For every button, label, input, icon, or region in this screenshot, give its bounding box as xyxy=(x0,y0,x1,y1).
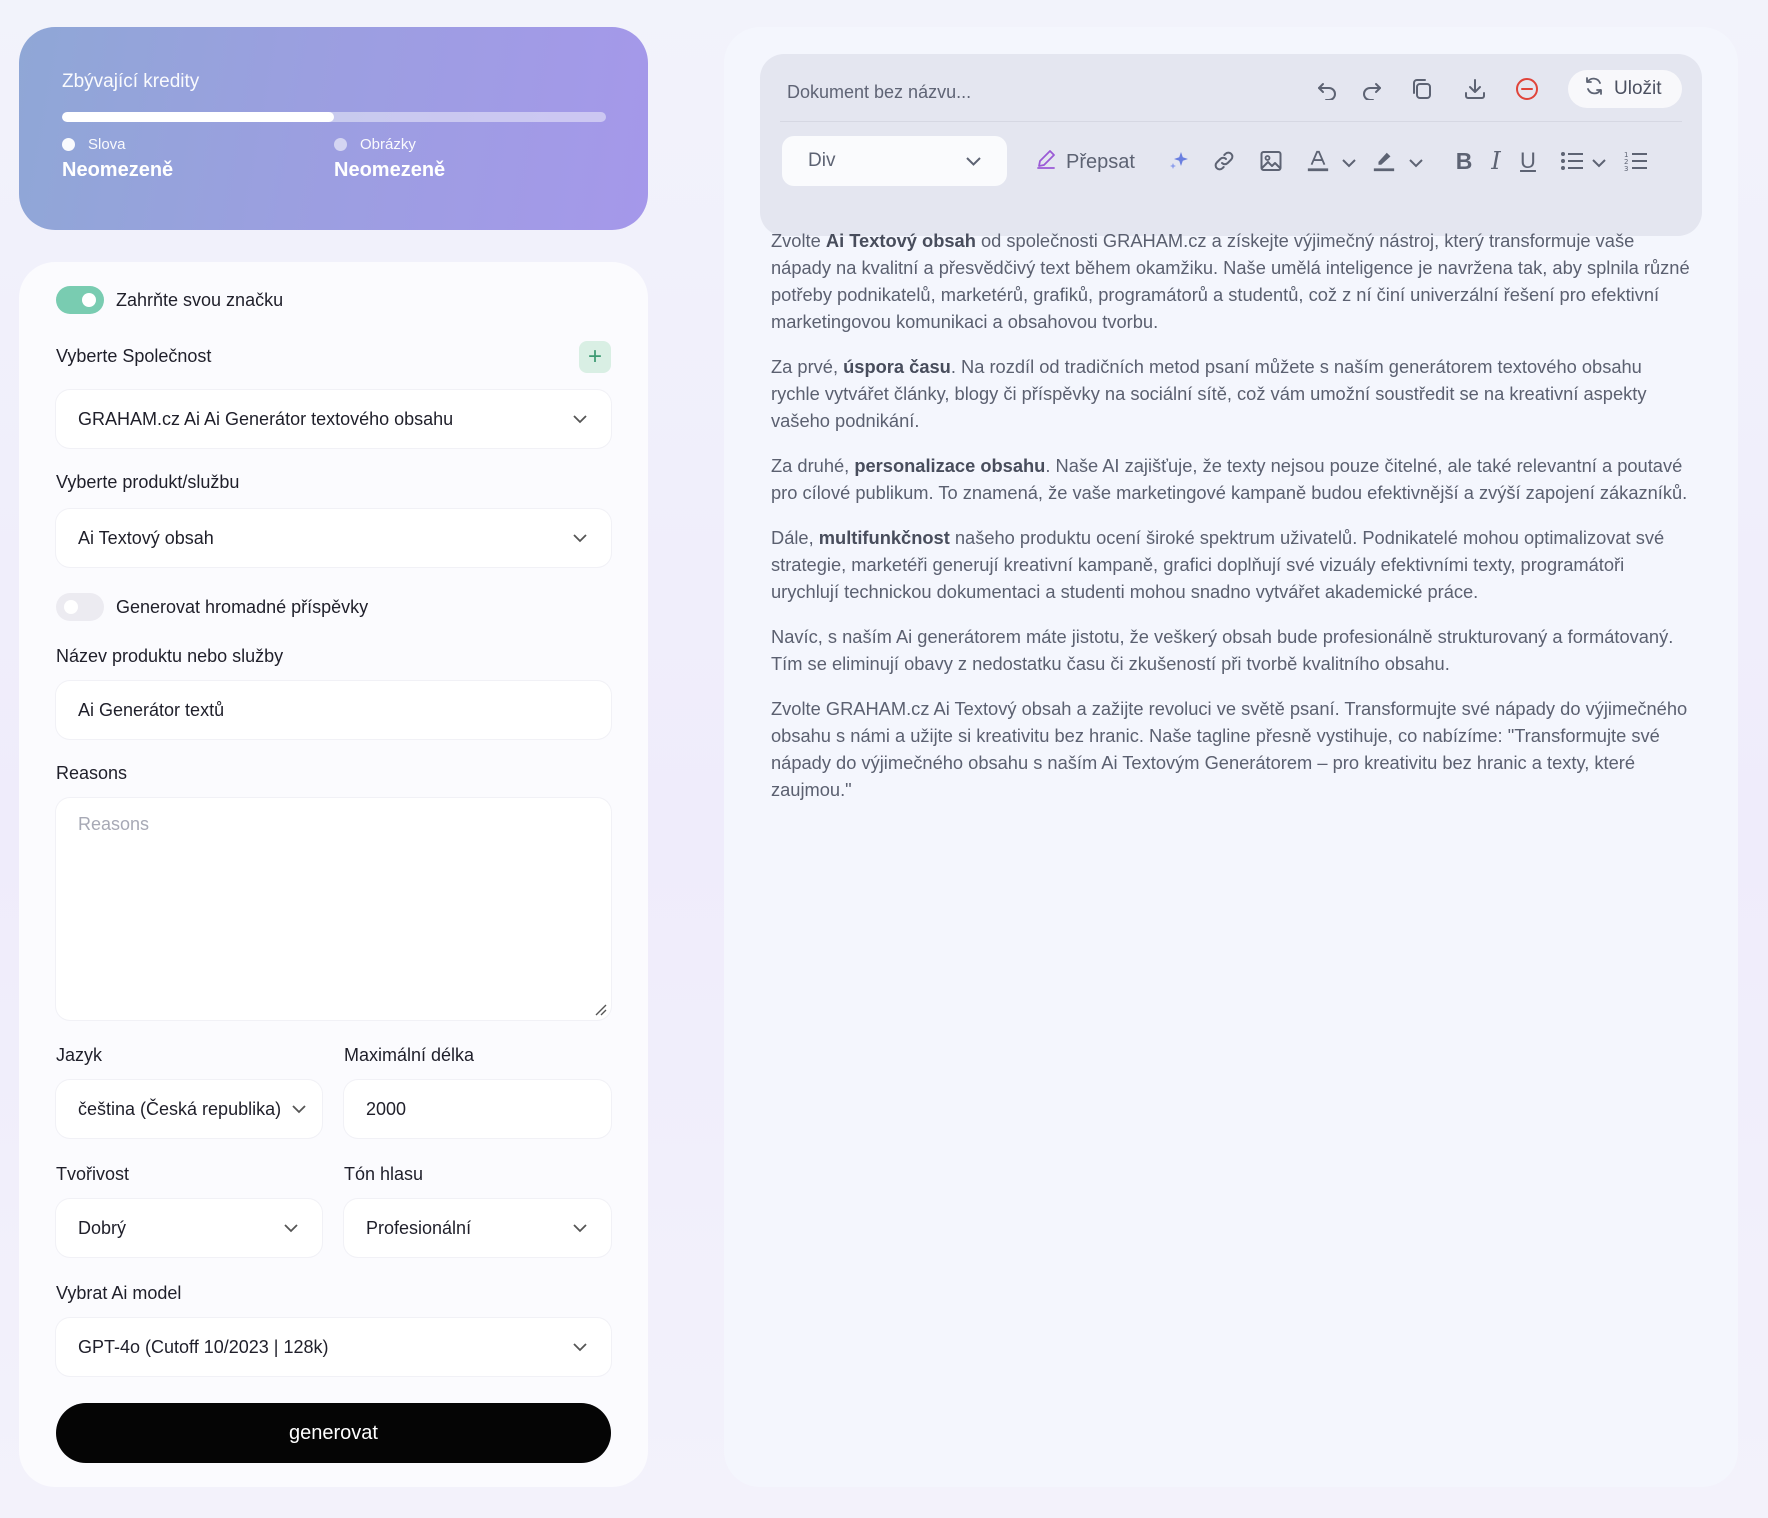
svg-text:1: 1 xyxy=(1624,151,1629,159)
chevron-down-icon xyxy=(573,530,589,546)
refresh-icon xyxy=(1584,76,1604,102)
product-select-value: Ai Textový obsah xyxy=(78,527,214,548)
link-icon[interactable] xyxy=(1212,149,1236,173)
redo-icon[interactable] xyxy=(1360,78,1384,102)
delete-icon[interactable] xyxy=(1515,77,1539,101)
toolbar-divider xyxy=(780,121,1682,122)
bulk-toggle-label: Generovat hromadné příspěvky xyxy=(116,596,369,617)
words-value: Neomezeně xyxy=(62,159,174,181)
bold-icon[interactable]: B xyxy=(1455,147,1473,174)
bullet-list-icon[interactable] xyxy=(1560,149,1584,173)
model-label: Vybrat Ai model xyxy=(56,1283,182,1303)
save-label: Uložit xyxy=(1614,78,1662,99)
credits-images xyxy=(334,136,606,182)
document-title[interactable]: Dokument bez názvu... xyxy=(787,82,972,102)
chevron-down-icon xyxy=(573,1220,589,1236)
chevron-down-icon xyxy=(573,1339,589,1355)
words-label: Slova xyxy=(88,136,126,153)
rewrite-button[interactable] xyxy=(1035,148,1135,176)
images-label: Obrázky xyxy=(360,136,416,153)
images-value: Neomezeně xyxy=(334,159,446,181)
words-dot-icon xyxy=(62,138,75,151)
credits-title: Zbývající kredity xyxy=(62,71,200,92)
tone-select-value: Profesionální xyxy=(366,1217,472,1238)
add-company-button[interactable]: + xyxy=(579,341,611,373)
creativity-select-value: Dobrý xyxy=(78,1217,127,1238)
tone-label: Tón hlasu xyxy=(344,1164,424,1184)
credits-words xyxy=(62,136,334,182)
chevron-down-icon[interactable] xyxy=(1587,151,1611,175)
svg-text:3: 3 xyxy=(1624,165,1629,172)
svg-text:2: 2 xyxy=(1624,158,1629,166)
copy-icon[interactable] xyxy=(1410,77,1434,101)
model-select[interactable] xyxy=(56,1318,611,1376)
model-select-value: GPT-4o (Cutoff 10/2023 | 128k) xyxy=(78,1336,329,1357)
product-label: Vyberte produkt/službu xyxy=(56,472,240,492)
product-name-value: Ai Generátor textů xyxy=(78,699,225,720)
block-type-value: Div xyxy=(808,150,836,171)
company-label: Vyberte Společnost xyxy=(56,346,212,366)
editor-card xyxy=(724,27,1738,1487)
max-length-value: 2000 xyxy=(366,1098,407,1119)
creativity-select[interactable] xyxy=(56,1199,322,1257)
paragraph: Zvolte Ai Textový obsah od společnosti GRAHAM.cz a získejte výjimečný nástroj, který transformuje vaše nápady na kvalitní a přesvědčivý text během okamžiku. Naše umělá inteligence je navržena tak, aby splnila různé potřeby podnikatelů, marketérů, grafiků, programátorů a studentů, což z ní činí univerzální řešení pro efektivní marketingovou komunikaci a obsahovou tvorbu. xyxy=(771,230,1690,332)
chevron-down-icon xyxy=(292,1101,308,1117)
download-icon[interactable] xyxy=(1463,77,1487,101)
paragraph: Zvolte GRAHAM.cz Ai Textový obsah a zažijte revoluci ve světě psaní. Transformujte své nápady do výjimečného obsahu s námi a užijte si kreativitu bez hranic. Naše tagline přesně vystihuje, co nabízíme: "Transformujte své nápady do výjimečného obsahu s naším Ai Textovým Generátorem – pro kreativitu bez hranic a texty, které zaujmou." xyxy=(771,698,1688,800)
brand-toggle-label: Zahrňte svou značku xyxy=(116,289,284,310)
max-length-input[interactable] xyxy=(344,1080,611,1138)
product-name-input[interactable] xyxy=(56,681,611,739)
save-button[interactable] xyxy=(1568,70,1682,108)
company-select[interactable] xyxy=(56,390,611,448)
language-select-value: čeština (Česká republika) xyxy=(78,1098,282,1119)
reasons-placeholder: Reasons xyxy=(78,814,150,834)
block-type-select[interactable] xyxy=(782,136,1007,186)
text-color-icon[interactable] xyxy=(1306,149,1330,173)
bulk-posts-toggle[interactable] xyxy=(56,593,104,621)
generate-button[interactable]: generovat xyxy=(56,1403,611,1463)
credits-card xyxy=(19,27,648,230)
pencil-icon xyxy=(1035,148,1057,176)
rewrite-label: Přepsat xyxy=(1066,150,1135,173)
creativity-label: Tvořivost xyxy=(56,1164,130,1184)
credits-progress-track xyxy=(62,112,606,122)
product-name-label: Název produktu nebo služby xyxy=(56,646,284,666)
image-icon[interactable] xyxy=(1259,149,1283,173)
editor-toolbar xyxy=(760,54,1702,236)
chevron-down-icon xyxy=(966,150,981,172)
paragraph: Navíc, s naším Ai generátorem máte jistotu, že veškerý obsah bude profesionálně strukturovaný a formátovaný. Tím se eliminují obavy z nedostatku času či zkušeností při tvorbě kvalitního obsahu. xyxy=(771,626,1674,674)
resize-handle-icon[interactable] xyxy=(591,1000,607,1016)
bulk-toggle-row xyxy=(56,593,368,621)
company-select-value: GRAHAM.cz Ai Ai Generátor textového obsahu xyxy=(78,408,454,429)
paragraph: Za druhé, personalizace obsahu. Naše AI zajišťuje, že texty nejsou pouze čitelné, ale také relevantní a poutavé pro cílové publikum. To znamená, že vaše marketingové kampaně budou efektivnější a zvýší zapojení zákazníků. xyxy=(771,455,1688,503)
language-label: Jazyk xyxy=(56,1045,103,1065)
numbered-list-icon[interactable] xyxy=(1624,149,1648,173)
underline-icon[interactable]: U xyxy=(1520,148,1536,173)
highlight-icon[interactable] xyxy=(1372,149,1396,173)
undo-icon[interactable] xyxy=(1315,78,1339,102)
sparkle-ai-icon[interactable] xyxy=(1167,149,1191,173)
chevron-down-icon[interactable] xyxy=(1404,151,1428,175)
brand-toggle[interactable] xyxy=(56,286,104,314)
product-select[interactable] xyxy=(56,509,611,567)
credits-progress-fill xyxy=(62,112,334,122)
paragraph: Dále, multifunkčnost našeho produktu ocení široké spektrum uživatelů. Podnikatelé mohou optimalizovat své strategie, marketéři generují kreativní kampaně, grafici doplňují své vizuály efektivními texty, programátoři urychlují technickou dokumentaci a studenti mohou snadno vytvářet akademické práce. xyxy=(771,527,1665,602)
reasons-label: Reasons xyxy=(56,763,128,783)
editor-content[interactable] xyxy=(771,227,1691,821)
reasons-textarea[interactable] xyxy=(56,798,611,1020)
brand-toggle-row xyxy=(56,286,283,314)
max-length-label: Maximální délka xyxy=(344,1045,475,1065)
images-dot-icon xyxy=(334,138,347,151)
generator-form xyxy=(19,262,648,1487)
chevron-down-icon[interactable] xyxy=(1337,151,1361,175)
italic-icon[interactable]: I xyxy=(1491,147,1501,175)
chevron-down-icon xyxy=(573,411,589,427)
language-select[interactable] xyxy=(56,1080,322,1138)
tone-select[interactable] xyxy=(344,1199,611,1257)
chevron-down-icon xyxy=(284,1220,300,1236)
paragraph: Za prvé, úspora času. Na rozdíl od tradičních metod psaní můžete s naším generátorem textového obsahu rychle vytvářet články, blogy či příspěvky na sociální sítě, což vám umožní soustředit se na kreativní aspekty vašeho podnikání. xyxy=(771,356,1647,431)
